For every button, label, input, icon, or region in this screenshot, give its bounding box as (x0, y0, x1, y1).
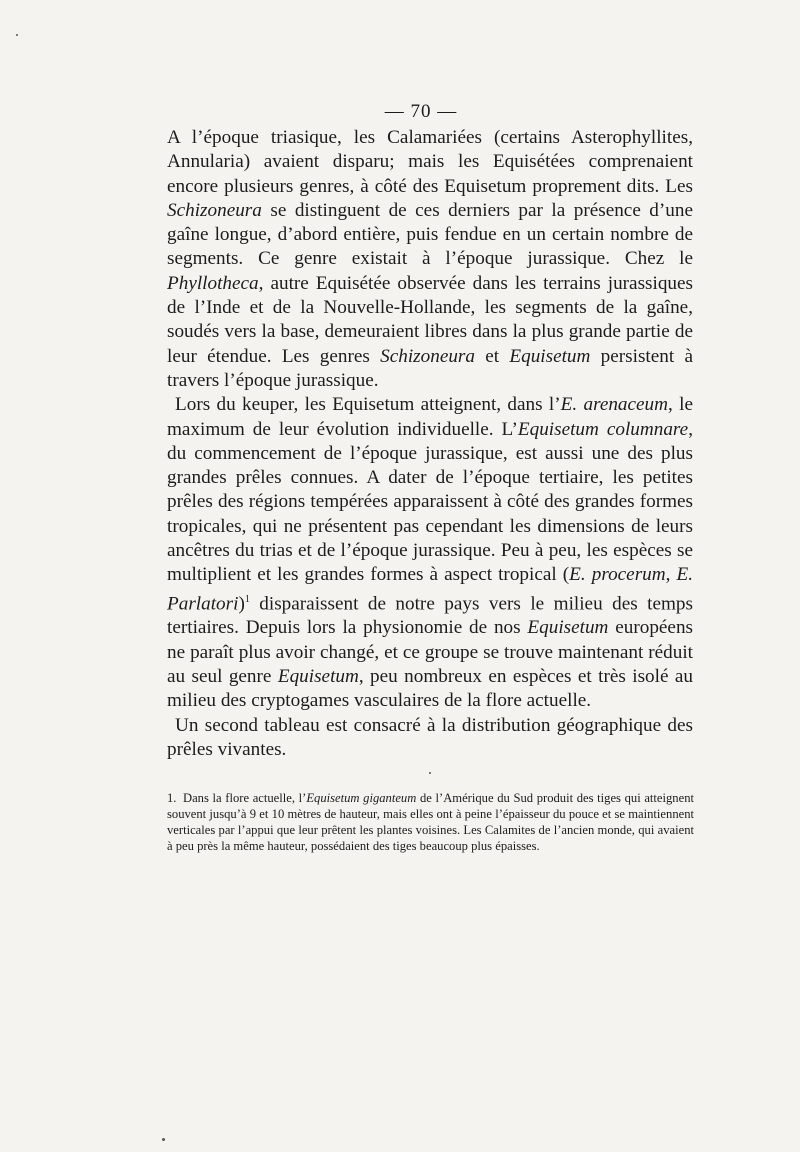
text-run: A l’époque triasique, les Calamariées (certains Asterophyllites, Annularia) avaient disparu; mais les Equisétées comprenaient encore plusieurs genres, à côté des Equisetum proprement dits. Les (167, 127, 693, 197)
italic-term: Equisetum (527, 617, 609, 639)
ink-speck (429, 772, 431, 774)
text-run: et (475, 345, 510, 367)
footnote-number: 1. (167, 791, 177, 805)
text-run: , le maximum de leur évolution individuelle. L’ (167, 394, 693, 440)
page-number: — 70 — (384, 101, 458, 122)
italic-term: E. Parlatori (167, 564, 693, 615)
italic-term: Equisetum giganteum (306, 791, 417, 805)
italic-term: Schizoneura (380, 345, 475, 367)
text-run: , (665, 564, 677, 586)
text-run: Un second tableau est consacré à la distribution géographique des prêles vivantes. (167, 714, 693, 760)
paragraph-1 (167, 126, 693, 393)
text-run: , autre Equisétée observée dans les terrains jurassiques de l’Inde et de la Nouvelle-Hollande, les segments de la gaîne, soudés vers la base, demeuraient libres dans la plus grande partie de leur étendue. Les genres (167, 272, 693, 367)
text-run: Lors du keuper, les Equisetum atteignent, dans l’ (175, 394, 561, 416)
footnote-marker: 1 (244, 593, 250, 605)
text-run: européens ne paraît plus avoir changé, et ce groupe se trouve maintenant réduit au seul genre (167, 617, 694, 687)
text-run: , peu nombreux en espèces et très isolé au milieu des cryptogames vasculaires de la flore actuelle. (167, 665, 693, 712)
ink-speck (162, 1138, 165, 1141)
italic-term: E. procerum (569, 564, 666, 586)
text-run: disparaissent de notre pays vers le milieu des temps tertiaires. Depuis lors la physionomie de nos (167, 593, 693, 639)
italic-term: E. arenaceum (560, 394, 669, 416)
paragraph-2 (167, 393, 693, 713)
italic-term: Equisetum columnare (517, 418, 689, 440)
text-run: ) (238, 593, 245, 615)
text-run: persistent à travers l’époque jurassique. (167, 345, 693, 391)
italic-term: Equisetum (277, 665, 359, 687)
text-run: Dans la flore actuelle, l’ (183, 791, 307, 805)
footnote-text (167, 790, 694, 854)
italic-term: Equisetum (509, 345, 591, 367)
text-run: se distinguent de ces derniers par la présence d’une gaîne longue, d’abord entière, puis fendue en un certain nombre de segments. Ce genre existait à l’époque jurassique. Chez le (167, 199, 693, 270)
footnote (167, 790, 694, 854)
text-run: de l’Amérique du Sud produit des tiges qui atteignent souvent jusqu’à 9 et 10 mètres de hauteur, mais elles ont à peine l’épaisseur du pouce et se maintiennent verticales par l’appui que leur prêtent les plantes voisines. Les Calamites de l’ancien monde, qui avaient à peu près la même hauteur, possédaient des tiges beaucoup plus épaisses. (167, 791, 694, 853)
paragraph-3 (167, 714, 693, 763)
body-text (167, 126, 693, 762)
text-run: , du commencement de l’époque jurassique, est aussi une des plus grandes prêles connues. A dater de l’époque tertiaire, les petites prêles des régions tempérées apparaissent à côté des grandes formes tropicales, qui ne présentent pas cependant les dimensions de leurs ancêtres du trias et de l’époque jurassique. Peu à peu, les espèces se multiplient et les grandes formes à aspect tropical ( (167, 418, 693, 586)
ink-speck (16, 34, 18, 36)
italic-term: Phyllotheca (167, 272, 259, 294)
italic-term: Schizoneura (167, 199, 262, 221)
